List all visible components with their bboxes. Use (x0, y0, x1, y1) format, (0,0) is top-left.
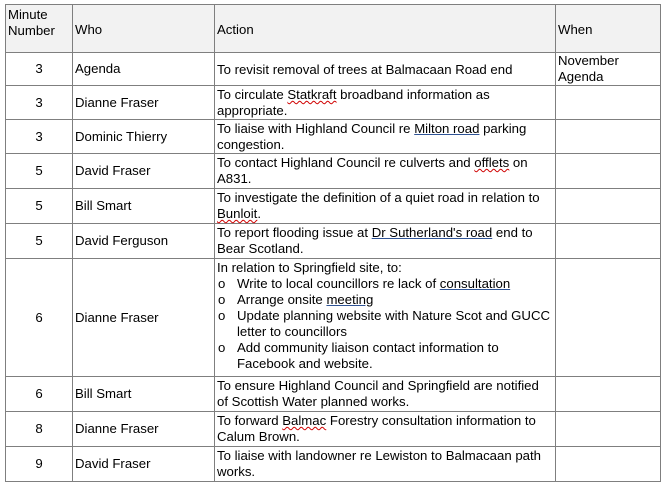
minute-cell: 3 (6, 53, 73, 86)
minute-cell: 5 (6, 154, 73, 189)
list-item (217, 292, 553, 308)
action-cell (215, 447, 556, 482)
minute-cell: 9 (6, 447, 73, 482)
hollow-bullet-icon: o (218, 276, 226, 291)
who-cell: Bill Smart (73, 189, 215, 224)
minutes-action-table (5, 4, 661, 482)
action-cell (215, 412, 556, 447)
action-cell (215, 120, 556, 154)
action-text: To investigate the definition of a quiet road in relation to (217, 190, 540, 205)
when-cell (556, 154, 661, 189)
minute-cell: 3 (6, 120, 73, 154)
header-action (215, 5, 556, 53)
list-item-text: Add community liaison contact information to Facebook and website. (237, 340, 499, 371)
table-row (6, 154, 661, 189)
header-minute-line2: Number (8, 23, 55, 38)
table-row (6, 259, 661, 377)
action-text: parking congestion. (217, 121, 527, 152)
minute-cell: 5 (6, 224, 73, 259)
who-cell: David Fraser (73, 447, 215, 482)
when-cell (556, 412, 661, 447)
action-text: Forestry consultation information to Calum Brown. (217, 413, 536, 444)
who-cell: Dianne Fraser (73, 412, 215, 447)
header-minute-number (6, 5, 73, 53)
action-text: end to Bear Scotland. (217, 225, 533, 256)
action-cell (215, 377, 556, 412)
hollow-bullet-icon: o (218, 292, 226, 307)
action-cell (215, 224, 556, 259)
hollow-bullet-icon: o (218, 340, 226, 355)
header-when (556, 5, 661, 53)
minute-cell: 8 (6, 412, 73, 447)
action-text: on A831. (217, 155, 528, 186)
when-cell (556, 259, 661, 377)
action-cell (215, 53, 556, 86)
when-cell (556, 224, 661, 259)
who-cell: Dianne Fraser (73, 259, 215, 377)
when-cell (556, 447, 661, 482)
action-bullet-list (217, 276, 553, 372)
header-who (73, 5, 215, 53)
action-text: broadband information as appropriate. (217, 87, 490, 118)
minute-cell: 5 (6, 189, 73, 224)
action-cell (215, 259, 556, 377)
header-minute-line1: Minute (8, 7, 48, 22)
action-text: . (257, 206, 261, 221)
action-text: To liaise with landowner re Lewiston to Balmacaan path works. (217, 448, 542, 479)
minute-cell: 6 (6, 377, 73, 412)
table-row (6, 189, 661, 224)
when-cell (556, 189, 661, 224)
who-cell: Dianne Fraser (73, 86, 215, 120)
grammar-underlined-text: Dr Sutherland's road (371, 225, 493, 240)
action-text: To report flooding issue at (217, 225, 372, 240)
who-cell: David Ferguson (73, 224, 215, 259)
action-text: To circulate (217, 87, 288, 102)
grammar-underlined-text: consultation (439, 276, 511, 291)
table-row (6, 224, 661, 259)
table-row (6, 120, 661, 154)
spellcheck-word: Statkraft (287, 87, 337, 102)
list-item-text: Write to local councillors re lack of (237, 276, 440, 291)
spellcheck-word: Balmac (282, 413, 327, 428)
table-row (6, 377, 661, 412)
action-text: To liaise with Highland Council re (217, 121, 415, 136)
action-text: To ensure Highland Council and Springfield are notified of Scottish Water planned works. (217, 378, 539, 409)
who-cell: David Fraser (73, 154, 215, 189)
list-item-text: Update planning website with Nature Scot and GUCC letter to councillors (237, 308, 551, 339)
minute-cell: 3 (6, 86, 73, 120)
header-action-label: Action (217, 21, 254, 37)
who-cell: Bill Smart (73, 377, 215, 412)
who-cell: Dominic Thierry (73, 120, 215, 154)
who-cell: Agenda (73, 53, 215, 86)
spellcheck-word: offlets (474, 155, 510, 170)
action-text: To revisit removal of trees at Balmacaan Road end (217, 61, 513, 77)
list-item (217, 308, 553, 340)
header-when-label: When (558, 21, 593, 37)
when-cell (556, 377, 661, 412)
table-row (6, 86, 661, 120)
header-who-label: Who (75, 21, 103, 37)
list-item (217, 340, 553, 372)
hollow-bullet-icon: o (218, 308, 226, 323)
action-text: To contact Highland Council re culverts and (217, 155, 475, 170)
minute-cell: 6 (6, 259, 73, 377)
table-row (6, 412, 661, 447)
action-text: To forward (217, 413, 283, 428)
table-row (6, 447, 661, 482)
grammar-underlined-text: meeting (326, 292, 374, 307)
when-cell: November Agenda (556, 53, 661, 86)
action-cell (215, 86, 556, 120)
list-item-text: Arrange onsite (237, 292, 327, 307)
action-cell (215, 154, 556, 189)
action-cell (215, 189, 556, 224)
when-cell (556, 86, 661, 120)
action-intro: In relation to Springfield site, to: (217, 260, 402, 275)
list-item (217, 276, 553, 292)
table-row (6, 53, 661, 86)
grammar-underlined-text: Milton road (414, 121, 480, 136)
when-cell (556, 120, 661, 154)
spellcheck-word: Bunloit (217, 206, 258, 221)
header-row (6, 5, 661, 53)
